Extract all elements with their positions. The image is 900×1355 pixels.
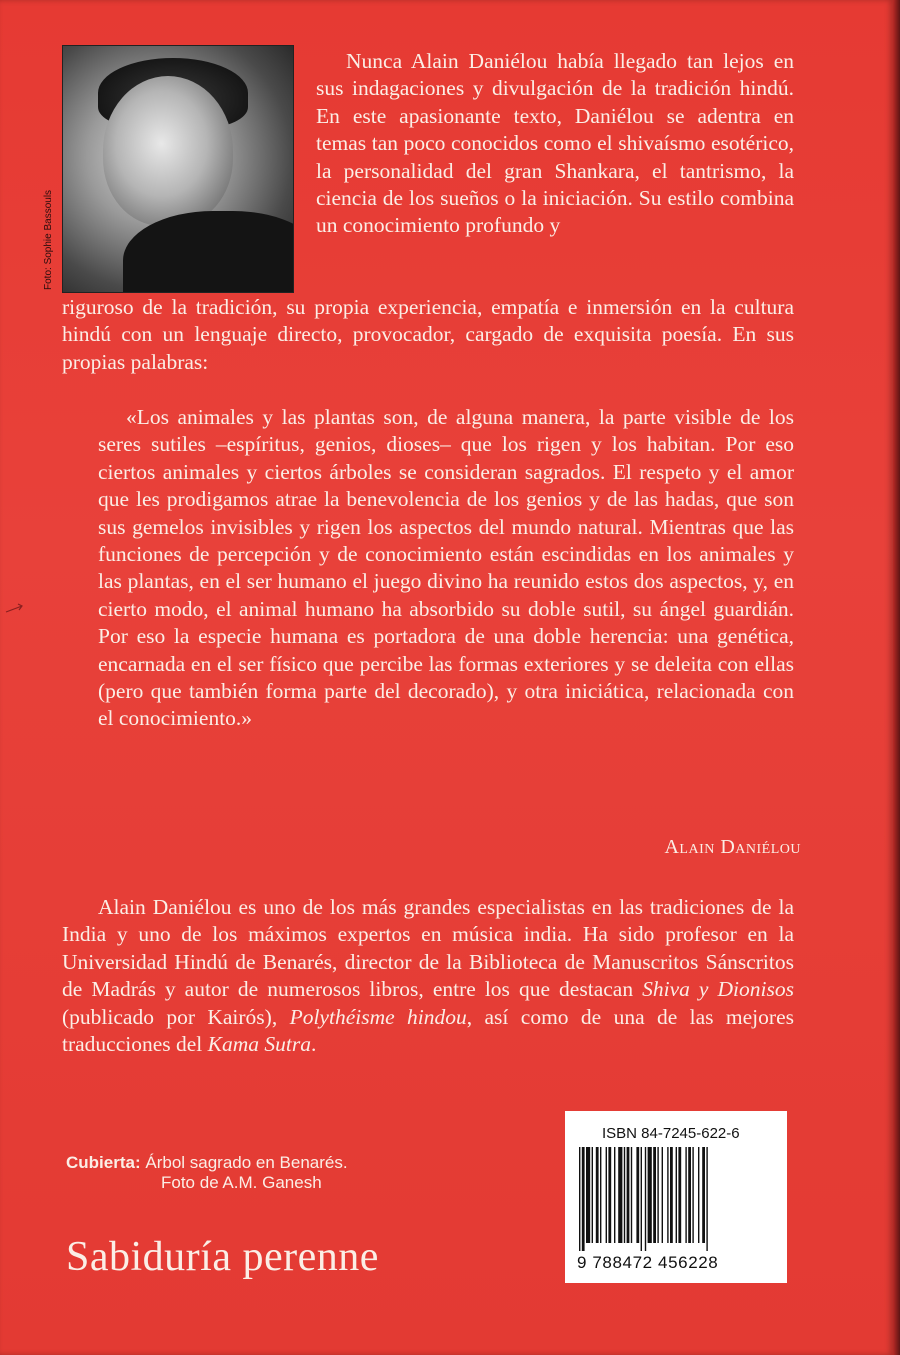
series-title: Sabiduría perenne xyxy=(66,1234,379,1280)
intro-paragraph-bottom: riguroso de la tradición, su propia experiencia, empatía e inmersión en la cultura hindú con un lenguaje directo, provocador, cargado de exquisita poesía. En sus propias palabras: xyxy=(62,295,794,374)
book-edge xyxy=(893,0,900,1355)
cover-credit-line2: Foto de A.M. Ganesh xyxy=(161,1173,322,1192)
book-title: Polythéisme hindou xyxy=(289,1004,467,1029)
barcode-digits: 9 788472 456228 xyxy=(577,1253,719,1272)
pen-mark-icon xyxy=(4,600,26,616)
cover-credit xyxy=(66,1153,348,1193)
quote-author: Alain Daniélou xyxy=(664,836,801,858)
author-photo xyxy=(62,45,294,293)
photo-credit: Foto: Sophie Bassouls xyxy=(43,189,54,290)
cover-credit-label: Cubierta: xyxy=(66,1153,141,1172)
book-title: Kama Sutra xyxy=(207,1032,312,1057)
intro-paragraph-top: Nunca Alain Daniélou había llegado tan lejos en sus indagaciones y divulgación de la tradición hindú. En este apasionante texto, Daniélou se adentra en temas tan poco conocidos como el shivaísmo esotérico, la personalidad del gran Shankara, el tantrismo, la ciencia de los sueños o la iniciación. Su estilo combina un conocimiento profundo y xyxy=(316,49,794,238)
barcode-icon xyxy=(575,1147,775,1251)
cover-credit-line1: Árbol sagrado en Benarés. xyxy=(145,1153,348,1172)
isbn-label: ISBN 84-7245-622-6 xyxy=(602,1125,740,1142)
quote-text: «Los animales y las plantas son, de alguna manera, la parte visible de los seres sutiles –espíritus, genios, dioses– que los rigen y los habitan. Por eso ciertos animales y ciertos árboles se consideran sagrados. El respeto y el amor que les prodigamos atrae la benevolencia de los genios y de las hadas, que son sus gemelos invisibles y rigen los aspectos del mundo natural. Mientras que las funciones de percepción y de conocimiento están escindidas en los animales y las plantas, en el ser humano el juego divino ha reunido estos dos aspectos, y, en cierto modo, el animal humano ha absorbido su doble sutil, su ángel guardián. Por eso la especie humana es portadora de una doble herencia: una genética, encarnada en el ser físico que percibe las formas exteriores y se deleita con ellas (pero que también forma parte del decorado), y otra iniciática, relacionada con el conocimiento.» xyxy=(98,405,794,731)
author-bio: Alain Daniélou es uno de los más grandes especialistas en las tradiciones de la India y uno de los máximos expertos en música india. Ha sido profesor en la Universidad Hindú de Benarés, director de la Biblioteca de Manuscritos Sánscritos de Madrás y autor de numerosos libros, entre los que destacan Shiva y Dionisos (publicado por Kairós), Polythéisme hindou, así como de una de las mejores traducciones del Kama Sutra. xyxy=(62,895,794,1057)
book-title: Shiva y Dionisos xyxy=(642,977,794,1002)
